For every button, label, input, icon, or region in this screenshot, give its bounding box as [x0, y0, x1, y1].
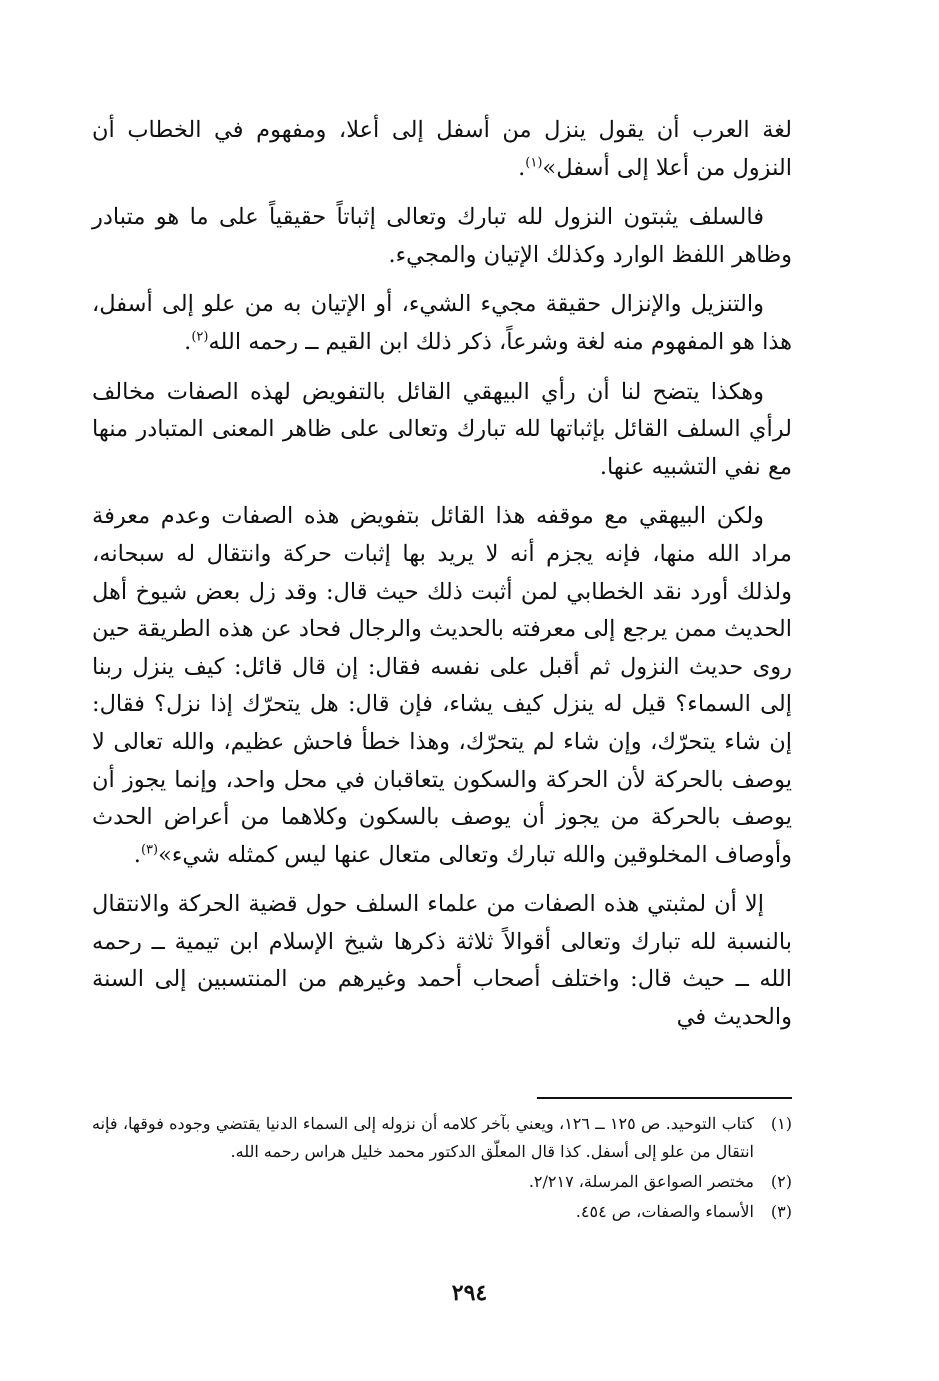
paragraph-1 [92, 112, 792, 187]
footnote-ref-2[interactable]: (٢) [191, 329, 209, 345]
footnote-ref-3[interactable]: (٣) [140, 842, 159, 858]
paragraph-4: وهكذا يتضح لنا أن رأي البيهقي القائل بالتفويض لهذه الصفات مخالف لرأي السلف القائل بإثباتها لله تبارك وتعالى على ظاهر المعنى المتبادر منها مع نفي التشبيه عنها. [92, 378, 792, 480]
page-number: ٢٩٤ [451, 1280, 488, 1306]
footnote-separator [537, 1097, 792, 1099]
paragraph-3-text: والتنزيل والإنزال حقيقة مجيء الشيء، أو الإتيان به من علو إلى أسفل، هذا هو المفهوم منه لغة وشرعاً، ذكر ذلك ابن القيم ــ رحمه الله [92, 291, 792, 355]
paragraph-1-text: لغة العرب أن يقول ينزل من أسفل إلى أعلا، ومفهوم في الخطاب أن النزول من أعلا إلى أسفل» [92, 117, 792, 181]
paragraph-2: فالسلف يثبتون النزول لله تبارك وتعالى إثباتاً حقيقياً على ما هو متبادر وظاهر اللفظ الوارد وكذلك الإتيان والمجيء. [92, 204, 792, 268]
footnote-ref-1[interactable]: (١) [525, 155, 543, 171]
footnote-number: (١) [770, 1114, 792, 1133]
footnotes [92, 1110, 792, 1228]
footnote-3 [92, 1198, 792, 1226]
footnote-text: مختصر الصواعق المرسلة، ٢/٢١٧. [528, 1172, 754, 1191]
paragraph-3 [92, 286, 792, 361]
footnote-number: (٢) [770, 1172, 792, 1191]
footnote-text: كتاب التوحيد. ص ١٢٥ ــ ١٢٦، ويعني بآخر كلامه أن نزوله إلى السماء الدنيا يقتضي وجوده فوقها، فإنه انتقال من علو إلى أسفل. كذا قال المعلّق الدكتور محمد خليل هراس رحمه الله. [92, 1114, 754, 1161]
footnote-1 [92, 1110, 792, 1166]
paragraph-5-text: ولكن البيهقي مع موقفه هذا القائل بتفويض هذه الصفات وعدم معرفة مراد الله منها، فإنه يجزم أنه لا يريد بها إثبات حركة وانتقال له سبحانه، ولذلك أورد نقد الخطابي لمن أثبت ذلك حيث قال: وقد زل بعض شيوخ أهل الحديث ممن يرجع إلى معرفته بالحديث والرجال فحاد عن هذه الطريقة حين روى حديث النزول ثم أقبل على نفسه فقال: إن قال قائل: كيف ينزل ربنا إلى السماء؟ قيل له ينزل كيف يشاء، فإن قال: هل يتحرّك إذا نزل؟ فقال: إن شاء يتحرّك، وإن شاء لم يتحرّك، وهذا خطأ فاحش عظيم، والله تعالى لا يوصف بالحركة لأن الحركة والسكون يتعاقبان في محل واحد، وإنما يجوز أن يوصف بالحركة من يجوز أن يوصف بالسكون وكلاهما من أعراض الحدث وأوصاف المخلوقين والله تبارك وتعالى متعال عنها ليس كمثله شيء» [92, 503, 792, 868]
paragraph-5 [92, 498, 792, 874]
main-text [92, 112, 792, 1049]
footnote-2 [92, 1168, 792, 1196]
footnote-text: الأسماء والصفات، ص ٤٥٤. [575, 1202, 754, 1221]
paragraph-5-end: . [133, 841, 141, 868]
paragraph-1-end: . [518, 154, 526, 181]
footnote-number: (٣) [770, 1202, 792, 1221]
paragraph-3-end: . [184, 328, 192, 355]
paragraph-6: إلا أن لمثبتي هذه الصفات من علماء السلف حول قضية الحركة والانتقال بالنسبة لله تبارك وتعالى أقوالاً ثلاثة ذكرها شيخ الإسلام ابن تيمية ــ رحمه الله ــ حيث قال: واختلف أصحاب أحمد وغيرهم من المنتسبين إلى السنة والحديث في [92, 891, 792, 1031]
